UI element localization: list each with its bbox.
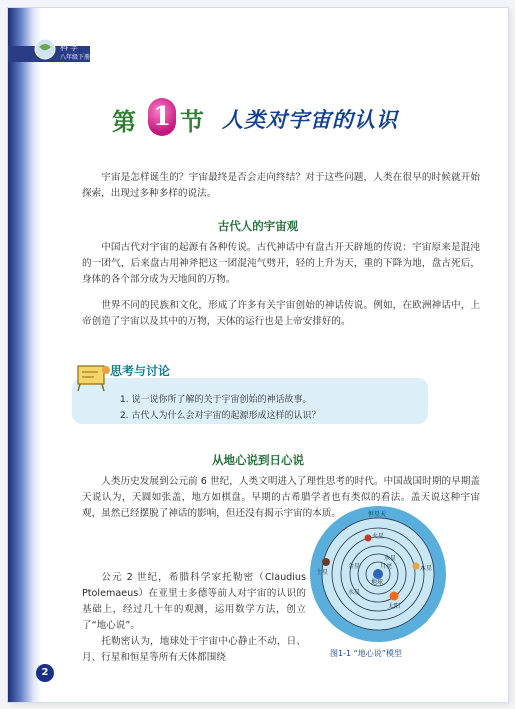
section-suffix: 节 [180, 107, 204, 136]
discussion-list [120, 392, 320, 424]
page-number: 2 [36, 664, 54, 682]
discussion-item: 2. 古代人为什么会对宇宙的起源形成这样的认识？ [120, 411, 321, 421]
header-series: 八年级下册 [60, 54, 91, 61]
section-number-badge: 1 [148, 98, 176, 136]
section-prefix: 第 [112, 107, 136, 136]
jupiter-dot [413, 563, 420, 570]
discussion-item: 1. 说一说你所了解的关于宇宙创始的神话故事。 [120, 395, 312, 405]
earth-dot [373, 569, 383, 579]
figure-caption: 图1-1 “地心说”模型 [330, 649, 402, 658]
sun-dot [390, 592, 399, 601]
globe-icon [34, 38, 56, 60]
geo-heading: 从地心说到日心说 [212, 453, 304, 467]
fig-label: 土星 [316, 569, 329, 576]
fig-label: 地球 [371, 579, 384, 586]
chalkboard-icon [76, 360, 112, 392]
ancient-paragraph-1: 中国古代对宇宙的起源有各种传说。古代神话中有盘古开天辟地的传说：宇宙原来是混沌的一团气，后来盘古用神斧把这一团混沌气劈开，轻的上升为天，重的下降为地，盘古死后，身体的各个部分成为天地间的万物。 [82, 242, 480, 285]
section-heading: 人类对宇宙的认识 [222, 108, 398, 132]
fig-label: 金星 [348, 563, 361, 570]
fig-label: 火星 [372, 533, 385, 540]
fig-label: 太阳 [388, 603, 401, 610]
mars-dot [365, 535, 372, 542]
intro-paragraph: 宇宙是怎样诞生的？宇宙最终是否会走向终结？对于这些问题，人类在很早的时候就开始探索，出现过多种多样的说法。 [82, 172, 480, 199]
page-edge-decoration [8, 8, 42, 702]
section-title [112, 98, 412, 140]
discussion-title: 思考与讨论 [110, 364, 171, 378]
geocentric-model-figure [308, 504, 448, 644]
geo-paragraph-2: 公元 2 世纪，希腊科学家托勒密（Claudius Ptolemaeus）在亚里士多德等前人对宇宙的认识的基础上，经过几十年的观测，运用数学方法，创立了“地心说”。 [82, 572, 306, 631]
header-subject: 科学 [60, 43, 80, 52]
ancient-heading: 古代人的宇宙观 [217, 219, 299, 233]
fig-label: 月亮 [380, 563, 393, 570]
saturn-dot [322, 558, 330, 566]
geo-paragraph-1: 人类历史发展到公元前 6 世纪，人类文明进入了理性思考的时代。中国战国时期的早期盖天说认为，天圆如张盖，地方如棋盘。早期的古希腊学者也有类似的看法。盖天说这种宇宙观，虽然已经摆脱了神话的影响，但还没有揭示宇宙的本质。 [82, 476, 480, 519]
fig-label: 水星 [384, 555, 397, 562]
ancient-paragraph-2: 世界不同的民族和文化，形成了许多有关宇宙创始的神话传说。例如，在欧洲神话中，上帝创造了宇宙以及其中的万物，天体的运行也是上帝安排好的。 [82, 300, 480, 327]
fig-label: 水星 [348, 589, 361, 596]
fig-label: 木星 [420, 565, 433, 572]
book-page [8, 8, 508, 702]
fig-label: 恒星天 [368, 511, 387, 518]
geo-paragraph-3: 托勒密认为，地球处于宇宙中心静止不动，日、月、行星和恒星等所有天体都围绕 [82, 636, 306, 663]
